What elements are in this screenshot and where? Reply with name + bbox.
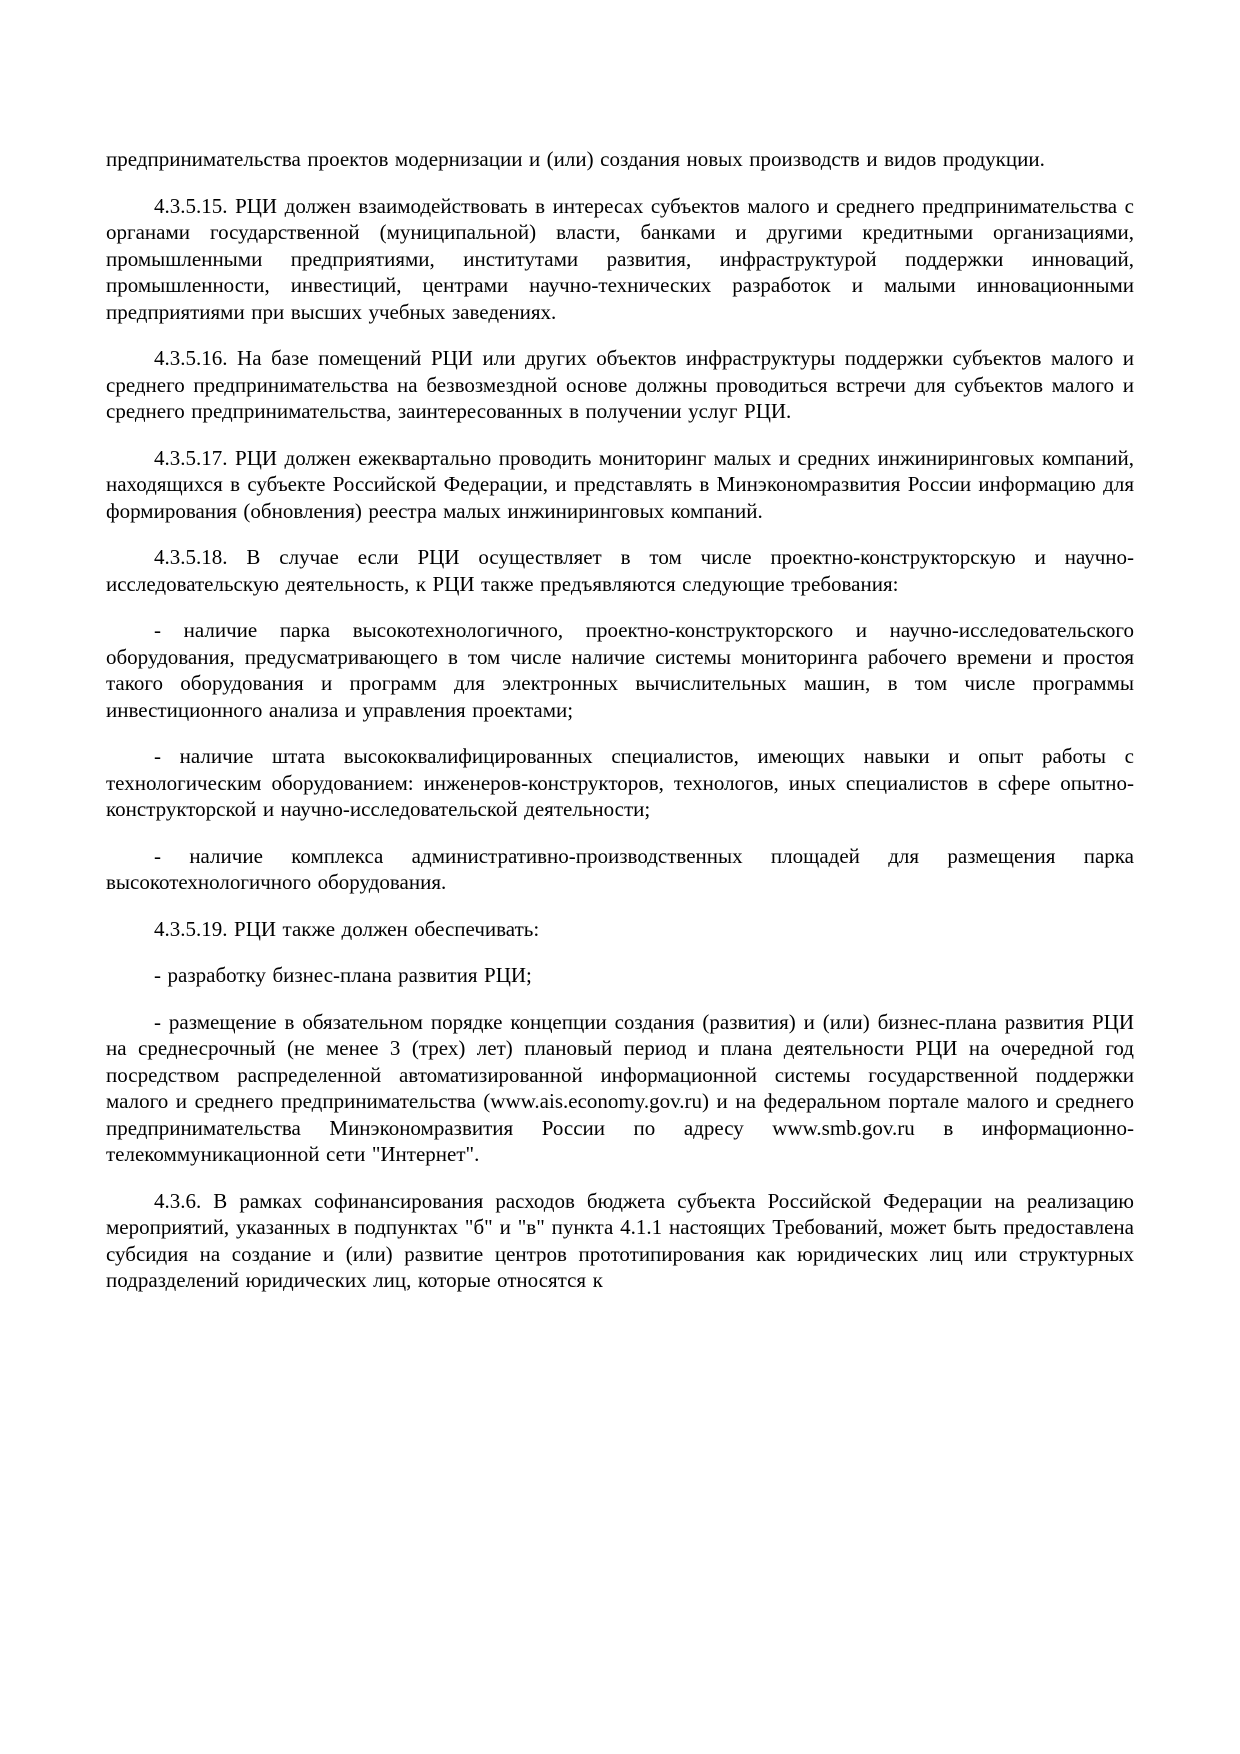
paragraph-4-3-5-15: 4.3.5.15. РЦИ должен взаимодействовать в интересах субъектов малого и среднего предпринимательства с органами государственной (муниципальной) власти, банками и другими кредитными организациями, промышленными предприятиями, институтами развития, инфраструктурой поддержки инноваций, промышленности, инвестиций, центрами научно-технических разработок и малыми инновационными предприятиями при высших учебных заведениях. [106, 193, 1134, 324]
paragraph-4-3-5-19: 4.3.5.19. РЦИ также должен обеспечивать: [154, 916, 540, 941]
paragraph-4-3-5-16: 4.3.5.16. На базе помещений РЦИ или других объектов инфраструктуры поддержки субъектов малого и среднего предпринимательства на безвозмездной основе должны проводиться встречи для субъектов малого и среднего предпринимательства, заинтересованных в получении услуг РЦИ. [106, 346, 1134, 423]
list-item-facilities: - наличие комплекса административно-производственных площадей для размещения парка высокотехнологичного оборудования. [106, 843, 1134, 894]
paragraph-continuation: предпринимательства проектов модернизации и (или) создания новых производств и видов продукции. [106, 147, 1045, 171]
paragraph-4-3-5-18: 4.3.5.18. В случае если РЦИ осуществляет в том числе проектно-конструкторскую и научно-исследовательскую деятельность, к РЦИ также предъявляются следующие требования: [106, 545, 1134, 596]
paragraph-4-3-6: 4.3.6. В рамках софинансирования расходов бюджета субъекта Российской Федерации на реализацию мероприятий, указанных в подпунктах "б" и "в" пункта 4.1.1 настоящих Требований, может быть предоставлена субсидия на создание и (или) развитие центров прототипирования как юридических лиц или структурных подразделений юридических лиц, которые относятся к [106, 1188, 1134, 1292]
list-item-equipment-park: - наличие парка высокотехнологичного, проектно-конструкторского и научно-исследовательского оборудования, предусматривающего в том числе наличие системы мониторинга рабочего времени и простоя такого оборудования и программ для электронных вычислительных машин, в том числе программы инвестиционного анализа и управления проектами; [106, 618, 1134, 722]
list-item-business-plan: - разработку бизнес-плана развития РЦИ; [154, 963, 532, 987]
paragraph-4-3-5-17: 4.3.5.17. РЦИ должен ежеквартально проводить мониторинг малых и средних инжиниринговых компаний, находящихся в субъекте Российской Федерации, и представлять в Минэкономразвития России информацию для формирования (обновления) реестра малых инжиниринговых компаний. [106, 445, 1134, 523]
list-item-publication: - размещение в обязательном порядке концепции создания (развития) и (или) бизнес-плана развития РЦИ на среднесрочный (не менее 3 (трех) лет) плановый период и плана деятельности РЦИ на очередной год посредством распределенной автоматизированной информационной системы государственной поддержки малого и среднего предпринимательства (www.ais.economy.gov.ru) и на федеральном портале малого и среднего предпринимательства Минэкономразвития России по адресу www.smb.gov.ru в информационно-телекоммуникационной сети "Интернет". [106, 1009, 1134, 1166]
list-item-staff: - наличие штата высококвалифицированных специалистов, имеющих навыки и опыт работы с технологическим оборудованием: инженеров-конструкторов, технологов, иных специалистов в сфере опытно-конструкторской и научно-исследовательской деятельности; [106, 744, 1134, 821]
